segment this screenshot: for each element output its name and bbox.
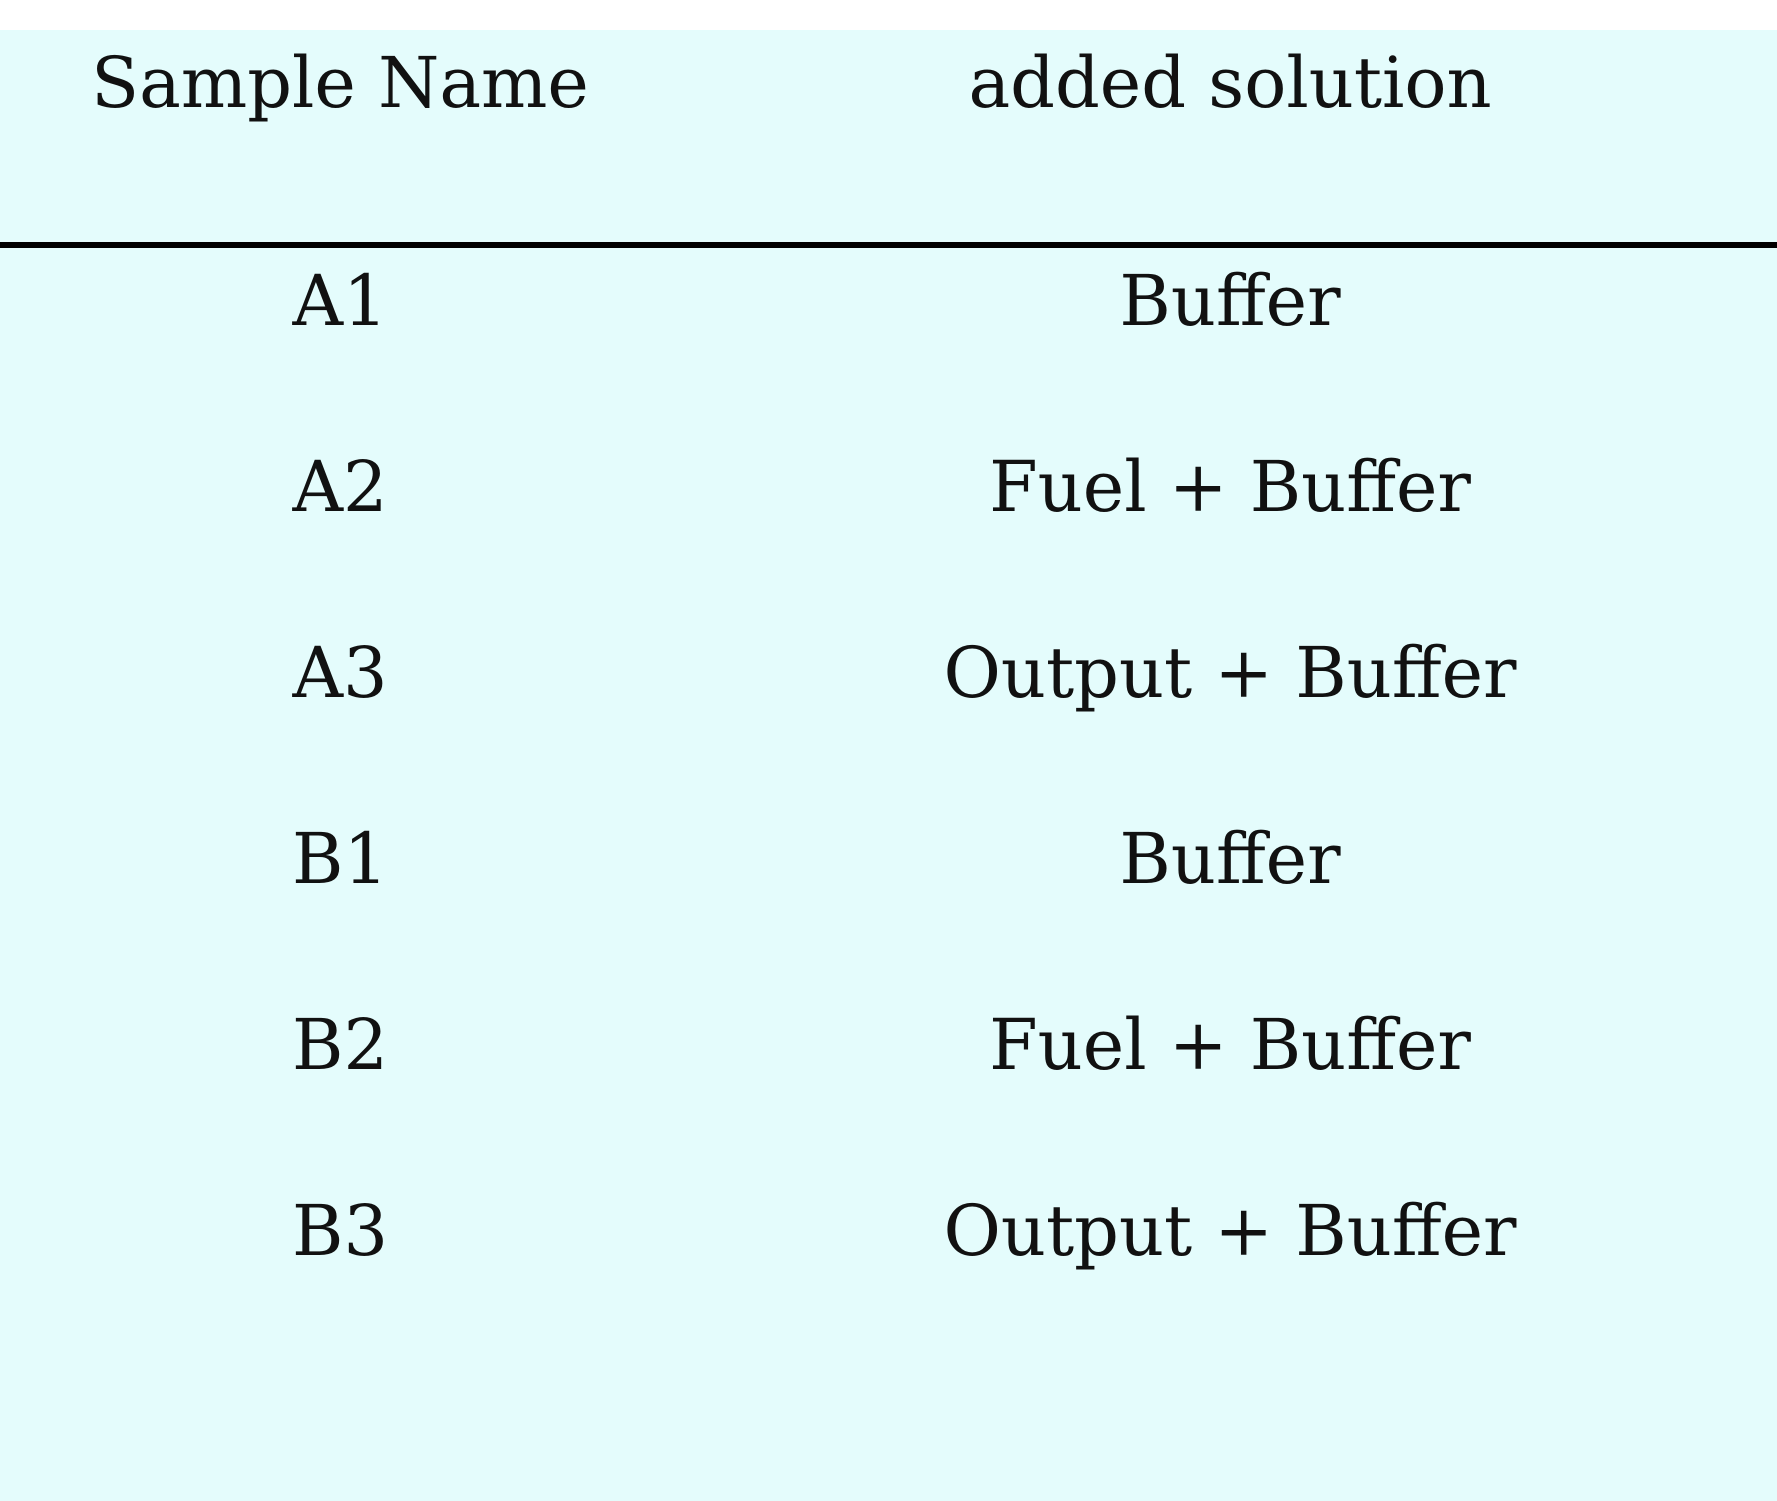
table-header-row	[0, 30, 1777, 242]
sample-cell: B3	[292, 1190, 388, 1272]
sample-cell: A2	[292, 446, 388, 528]
solution-cell: Output + Buffer	[943, 632, 1517, 714]
table-row	[0, 620, 1777, 832]
solution-cell: Fuel + Buffer	[989, 446, 1471, 528]
sample-cell: B2	[292, 1004, 388, 1086]
header-added-solution: added solution	[968, 42, 1492, 124]
solution-cell: Fuel + Buffer	[989, 1004, 1471, 1086]
table-row	[0, 992, 1777, 1204]
sample-table	[0, 30, 1777, 1501]
table-row	[0, 248, 1777, 460]
solution-cell: Buffer	[1119, 260, 1341, 342]
table-row	[0, 806, 1777, 1018]
sample-cell: B1	[292, 818, 388, 900]
sample-cell: A1	[292, 260, 388, 342]
table-row	[0, 1178, 1777, 1390]
solution-cell: Buffer	[1119, 818, 1341, 900]
sample-cell: A3	[292, 632, 388, 714]
solution-cell: Output + Buffer	[943, 1190, 1517, 1272]
table-body	[0, 248, 1777, 1501]
table-row	[0, 434, 1777, 646]
header-sample-name: Sample Name	[91, 42, 589, 124]
